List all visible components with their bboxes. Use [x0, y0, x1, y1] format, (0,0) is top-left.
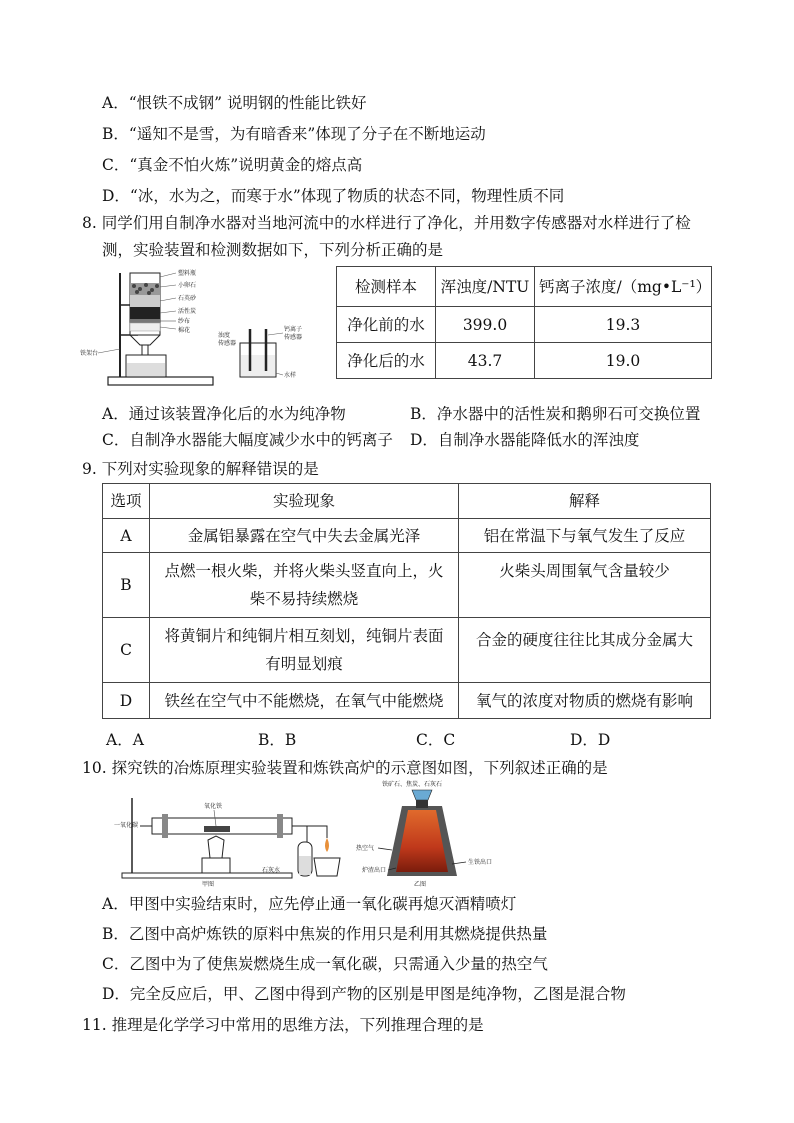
label-slag-outlet: 炉渣出口 — [362, 867, 387, 874]
label-calcium-sensor-2: 传感器 — [284, 334, 303, 341]
q9-row-option: B — [103, 553, 150, 618]
q7-option-c: C．“真金不怕火炼”说明黄金的熔点高 — [102, 156, 363, 174]
label-hot-air: 热空气 — [356, 845, 375, 852]
q10-stem: 10. 探究铁的冶炼原理实验装置和炼铁高炉的示意图如图，下列叙述正确的是 — [82, 759, 608, 777]
label-turbidity-sensor-2: 传感器 — [218, 340, 237, 347]
q7-option-a: A．“恨铁不成钢” 说明钢的性能比铁好 — [102, 94, 367, 112]
q8-stem-line2: 测，实验装置和检测数据如下，下列分析正确的是 — [102, 241, 444, 259]
q9-answer-a: A．A — [106, 731, 144, 749]
q10-option-c: C．乙图中为了使焦炭燃烧生成一氧化碳，只需通入少量的热空气 — [102, 955, 548, 973]
q9-row-option: A — [103, 519, 150, 553]
label-carbon-monoxide: 一氧化碳 — [114, 822, 139, 829]
q11-stem: 11. 推理是化学学习中常用的思维方法，下列推理合理的是 — [82, 1016, 484, 1034]
q8-data-table — [336, 266, 712, 379]
label-calcium-sensor-1: 钙离子 — [284, 326, 303, 333]
label-iron-oxide: 氧化铁 — [204, 803, 223, 810]
q9-answer-c: C．C — [416, 731, 456, 749]
q8-header-turbidity: 浑浊度/NTU — [436, 267, 535, 307]
q9-stem: 9. 下列对实验现象的解释错误的是 — [82, 460, 319, 478]
q9-answer-b: B．B — [258, 731, 297, 749]
q8-option-d: D．自制净水器能降低水的浑浊度 — [410, 431, 640, 449]
label-activated-carbon: 活性炭 — [178, 308, 197, 315]
label-limewater: 石灰水 — [262, 867, 281, 874]
q8-cell: 净化后的水 — [337, 343, 436, 379]
q8-cell: 19.3 — [535, 307, 712, 343]
q10-option-b: B．乙图中高炉炼铁的原料中焦炭的作用只是利用其燃烧提供热量 — [102, 925, 548, 943]
label-figure-yi: 乙图 — [414, 881, 427, 888]
q9-table — [102, 483, 711, 719]
label-turbidity-sensor-1: 浊度 — [218, 332, 231, 339]
q7-option-d: D．“冰，水为之，而寒于水”体现了物质的状态不同，物理性质不同 — [102, 187, 565, 205]
label-pig-iron-outlet: 生铁出口 — [468, 859, 493, 866]
label-plastic-bottle: 塑料瓶 — [178, 270, 197, 277]
q9-row-phenomenon: 点燃一根火柴，并将火柴头竖直向上，火柴不易持续燃烧 — [150, 553, 459, 618]
q9-header-option: 选项 — [103, 484, 150, 519]
label-cotton: 棉花 — [178, 327, 191, 334]
q8-cell: 19.0 — [535, 343, 712, 379]
q9-row-option: C — [103, 618, 150, 683]
iron-smelting-figure — [112, 778, 532, 888]
q8-cell: 399.0 — [436, 307, 535, 343]
q9-row-phenomenon: 铁丝在空气中不能燃烧，在氧气中能燃烧 — [150, 683, 459, 719]
q10-option-a: A．甲图中实验结束时，应先停止通一氧化碳再熄灭酒精喷灯 — [102, 895, 517, 913]
label-water-sample: 水样 — [284, 372, 297, 379]
q8-header-sample: 检测样本 — [337, 267, 436, 307]
q8-header-calcium: 钙离子浓度/（mg•L⁻¹） — [535, 267, 712, 307]
q8-option-a: A．通过该装置净化后的水为纯净物 — [102, 405, 346, 423]
label-raw-materials: 铁矿石、焦炭、石灰石 — [382, 781, 443, 788]
label-quartz-sand: 石英砂 — [178, 295, 197, 302]
q8-option-b: B．净水器中的活性炭和鹅卵石可交换位置 — [410, 405, 701, 423]
q8-option-c: C．自制净水器能大幅度减少水中的钙离子 — [102, 431, 393, 449]
q9-row-phenomenon: 金属铝暴露在空气中失去金属光泽 — [150, 519, 459, 553]
q9-answer-d: D．D — [570, 731, 611, 749]
q9-row-explanation: 氧气的浓度对物质的燃烧有影响 — [459, 683, 711, 719]
q8-cell: 净化前的水 — [337, 307, 436, 343]
q7-option-b: B．“遥知不是雪，为有暗香来”体现了分子在不断地运动 — [102, 125, 486, 143]
label-iron-stand: 铁架台 — [80, 350, 99, 357]
q9-row-explanation: 铝在常温下与氧气发生了反应 — [459, 519, 711, 553]
label-figure-jia: 甲图 — [202, 881, 215, 888]
q8-stem-line1: 8. 同学们用自制净水器对当地河流中的水样进行了净化，并用数字传感器对水样进行了检 — [82, 214, 691, 232]
q9-header-phenomenon: 实验现象 — [150, 484, 459, 519]
q8-cell: 43.7 — [436, 343, 535, 379]
water-purifier-figure — [78, 265, 323, 395]
label-pebbles: 小卵石 — [178, 282, 197, 289]
label-gauze: 纱布 — [178, 318, 191, 325]
q9-row-explanation: 合金的硬度往往比其成分金属大 — [459, 618, 711, 683]
q9-row-option: D — [103, 683, 150, 719]
q9-header-explanation: 解释 — [459, 484, 711, 519]
q9-row-phenomenon: 将黄铜片和纯铜片相互刻划，纯铜片表面有明显划痕 — [150, 618, 459, 683]
q9-row-explanation: 火柴头周围氧气含量较少 — [459, 553, 711, 618]
q10-option-d: D．完全反应后，甲、乙图中得到产物的区别是甲图是纯净物，乙图是混合物 — [102, 985, 626, 1003]
